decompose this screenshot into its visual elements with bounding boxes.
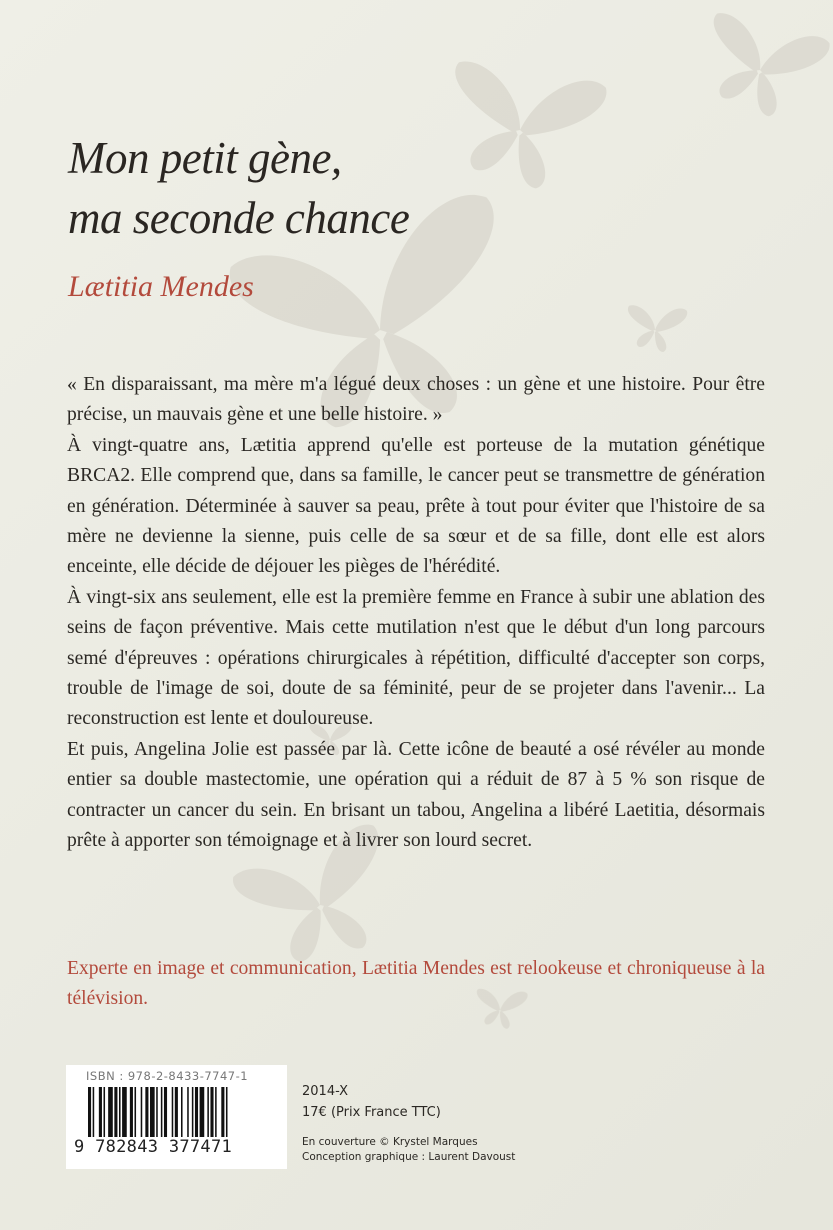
barcode-bar bbox=[195, 1087, 198, 1137]
butterfly-icon bbox=[689, 1, 832, 128]
barcode-bar bbox=[135, 1087, 137, 1137]
butterfly-icon bbox=[431, 46, 609, 200]
barcode-bar bbox=[150, 1087, 155, 1137]
blurb-paragraph: À vingt-six ans seulement, elle est la première femme en France à subir une ablation des seins de façon préventive. Mais cette mutilation n'est que le début d'un long parcours semé d'épreuves : opérations chirurgicales à répétition, difficulté d'accepter son corps, trouble de l'image de soi, doute de sa féminité, peur de se projeter dans l'avenir... La reconstruction est lente et douloureuse. bbox=[67, 586, 765, 730]
edition-code: 2014-X bbox=[302, 1084, 349, 1099]
barcode-bar bbox=[88, 1087, 91, 1137]
barcode-bar bbox=[104, 1087, 106, 1137]
book-title bbox=[68, 128, 409, 248]
isbn-barcode bbox=[66, 1065, 287, 1169]
author-bio: Experte en image et communication, Lætitia Mendes est relookeuse et chroniqueuse à la télévision. bbox=[67, 958, 765, 1010]
barcode-bar bbox=[161, 1087, 163, 1137]
barcode-bar bbox=[122, 1087, 127, 1137]
author-name: Lætitia Mendes bbox=[68, 270, 254, 303]
blurb-quote: « En disparaissant, ma mère m'a légué deux choses : un gène et une histoire. Pour être précise, un mauvais gène et une belle histoire. » bbox=[67, 374, 765, 426]
barcode-bar bbox=[172, 1087, 174, 1137]
barcode-bar bbox=[145, 1087, 148, 1137]
back-cover-blurb bbox=[67, 370, 765, 857]
title-line-1: Mon petit gène, bbox=[68, 133, 342, 183]
cover-credit: En couverture © Krystel Marques bbox=[302, 1136, 478, 1148]
title-line-2: ma seconde chance bbox=[68, 193, 410, 243]
barcode-bar bbox=[207, 1087, 209, 1137]
barcode-bar bbox=[164, 1087, 167, 1137]
barcode-bar bbox=[114, 1087, 117, 1137]
barcode-bar bbox=[181, 1087, 183, 1137]
barcode-bar bbox=[200, 1087, 205, 1137]
barcode-digits: 9 782843 377471 bbox=[74, 1137, 233, 1157]
barcode-bar bbox=[93, 1087, 95, 1137]
barcode-bar bbox=[119, 1087, 121, 1137]
barcode-bar bbox=[175, 1087, 178, 1137]
blurb-paragraph: Et puis, Angelina Jolie est passée par là. Cette icône de beauté a osé révéler au monde entier sa double mastectomie, une opération qui a réduit de 87 à 5 % son risque de contracter un cancer du sein. En brisant un tabou, Angelina a libéré Laetitia, désormais prête à apporter son témoignage et à livrer son lourd secret. bbox=[67, 738, 765, 852]
publication-info bbox=[302, 1084, 515, 1166]
design-credit: Conception graphique : Laurent Davoust bbox=[302, 1151, 516, 1163]
barcode-bar bbox=[210, 1087, 213, 1137]
isbn-number: ISBN : 978-2-8433-7747-1 bbox=[86, 1069, 249, 1083]
barcode-bar bbox=[99, 1087, 102, 1137]
barcode-bar bbox=[192, 1087, 194, 1137]
barcode-bar bbox=[130, 1087, 133, 1137]
blurb-paragraph: À vingt-quatre ans, Lætitia apprend qu'elle est porteuse de la mutation génétique BRCA2. Elle comprend que, dans sa famille, le cancer peut se transmettre de génération en génération. Déterminée à sauver sa peau, prête à tout pour éviter que l'histoire de sa mère ne devienne la sienne, puis celle de sa sœur et de sa fille, dont elle est alors enceinte, elle décide de déjouer les pièges de l'hérédité. bbox=[67, 434, 765, 578]
barcode-bar bbox=[215, 1087, 217, 1137]
barcode-bar bbox=[221, 1087, 224, 1137]
barcode-bar bbox=[156, 1087, 158, 1137]
butterfly-icon bbox=[622, 299, 688, 355]
barcode-bar bbox=[226, 1087, 228, 1137]
barcode-bar bbox=[141, 1087, 143, 1137]
barcode-bar bbox=[108, 1087, 113, 1137]
barcode-bar bbox=[187, 1087, 189, 1137]
price: 17€ (Prix France TTC) bbox=[302, 1105, 441, 1120]
